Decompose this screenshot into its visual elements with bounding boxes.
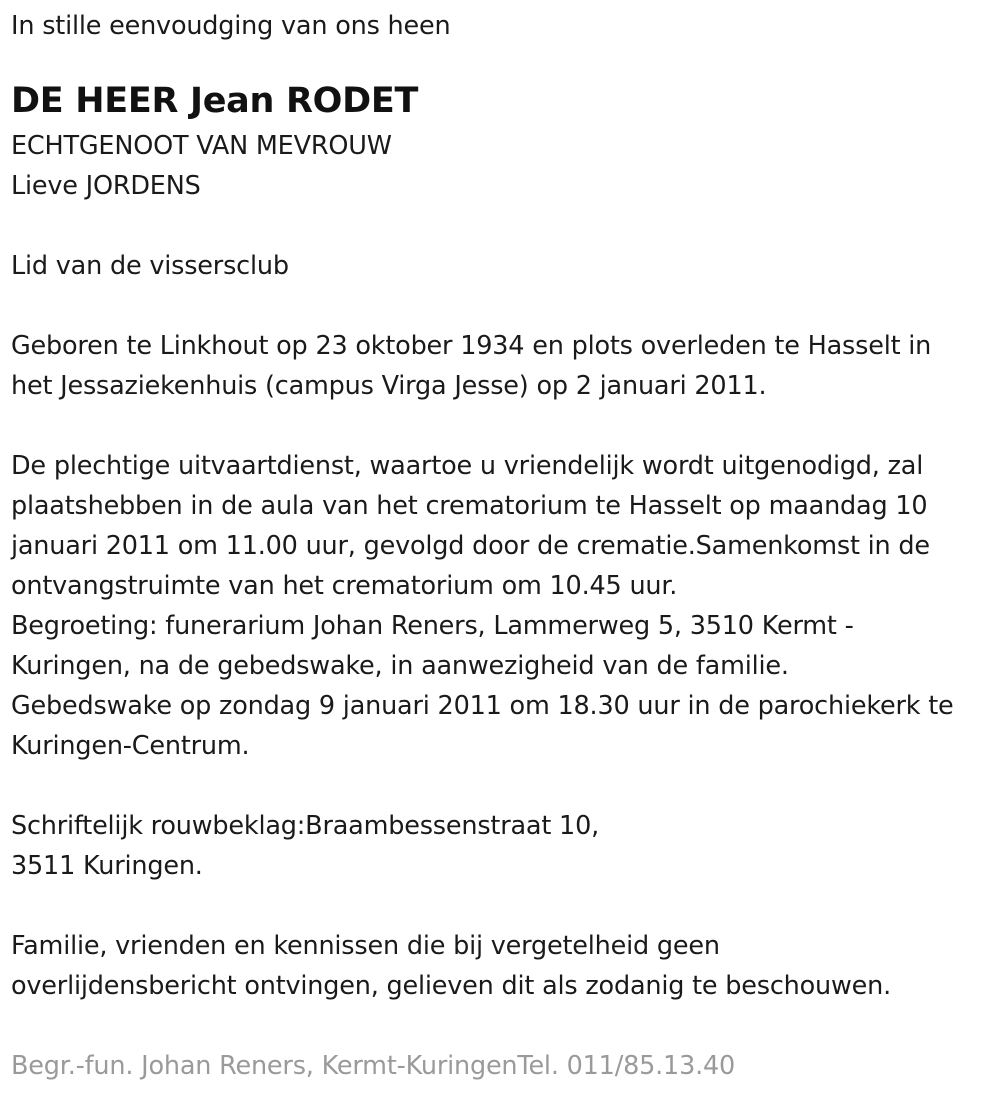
obituary-notice [11,6,996,1086]
paragraph-line: 3511 Kuringen. [11,851,203,881]
paragraph-line: overlijdensbericht ontvingen, gelieven dit als zodanig te beschouwen. [11,971,892,1001]
ceremony-paragraph [11,446,996,766]
paragraph-line: Kuringen, na de gebedswake, in aanwezigheid van de familie. [11,651,789,681]
spouse-name: Lieve JORDENS [11,171,201,201]
paragraph-line: ontvangstruimte van het crematorium om 10.45 uur. [11,571,678,601]
paragraph-line: Schriftelijk rouwbeklag:Braambessenstraat 10, [11,811,599,841]
paragraph-line: Familie, vrienden en kennissen die bij vergetelheid geen [11,931,720,961]
closing-paragraph [11,926,996,1006]
spouse-relation: ECHTGENOOT VAN MEVROUW [11,131,392,161]
paragraph-line: het Jessaziekenhuis (campus Virga Jesse) op 2 januari 2011. [11,371,767,401]
paragraph-line: Kuringen-Centrum. [11,731,250,761]
deceased-name: DE HEER Jean RODET [11,81,419,121]
paragraph-line: januari 2011 om 11.00 uur, gevolgd door de crematie.Samenkomst in de [11,531,930,561]
membership-text: Lid van de vissersclub [11,251,289,281]
condolence-address [11,806,996,886]
funeral-home-footer: Begr.-fun. Johan Reners, Kermt-KuringenTel. 011/85.13.40 [11,1051,736,1081]
paragraph-line: Gebedswake op zondag 9 januari 2011 om 18.30 uur in de parochiekerk te [11,691,954,721]
paragraph-line: plaatshebben in de aula van het crematorium te Hasselt op maandag 10 [11,491,928,521]
paragraph-line: De plechtige uitvaartdienst, waartoe u vriendelijk wordt uitgenodigd, zal [11,451,924,481]
paragraph-line: Begroeting: funerarium Johan Reners, Lammerweg 5, 3510 Kermt - [11,611,854,641]
paragraph-line: Geboren te Linkhout op 23 oktober 1934 en plots overleden te Hasselt in [11,331,932,361]
birth-death-paragraph [11,326,996,406]
intro-text: In stille eenvoudging van ons heen [11,11,451,41]
